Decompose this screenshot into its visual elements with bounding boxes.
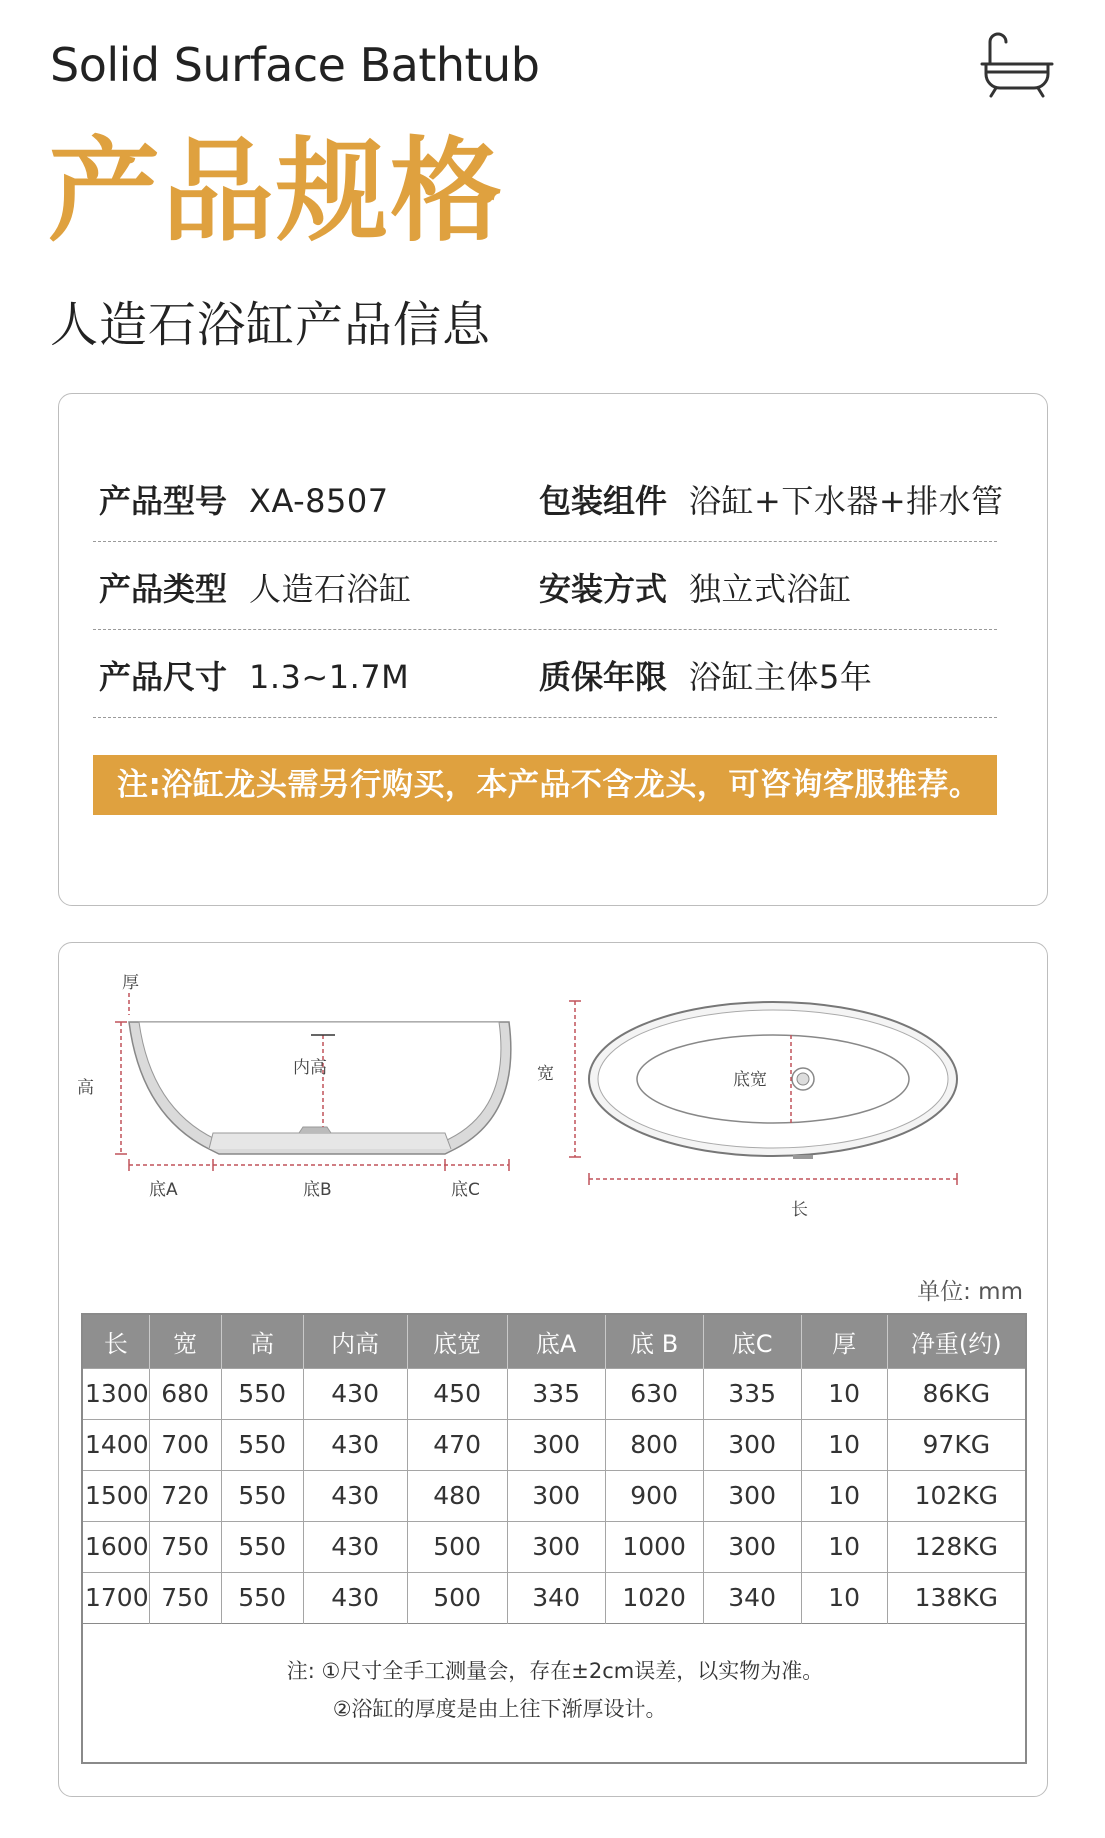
spec-key: 安装方式 [539,570,668,608]
column-header: 长 [82,1314,149,1368]
table-cell: 550 [221,1470,303,1521]
table-note [287,1652,824,1728]
spec-key: 包装组件 [539,482,668,520]
spec-value: 人造石浴缸 [249,570,412,608]
table-cell: 500 [407,1572,507,1623]
table-cell: 630 [605,1368,703,1419]
table-cell: 480 [407,1470,507,1521]
table-row [82,1470,1026,1521]
spec-package [539,476,1004,522]
table-cell: 10 [801,1470,887,1521]
table-cell: 550 [221,1572,303,1623]
table-cell: 450 [407,1368,507,1419]
spec-value: 浴缸主体5年 [689,658,873,696]
table-cell: 700 [149,1419,221,1470]
column-header: 高 [221,1314,303,1368]
table-cell: 1700 [82,1572,149,1623]
spec-row [93,454,1004,542]
table-cell: 300 [703,1521,801,1572]
column-header: 底 B [605,1314,703,1368]
english-title: Solid Surface Bathtub [50,38,540,92]
table-cell: 300 [703,1419,801,1470]
height-label: 高 [77,1078,94,1098]
dimension-table [81,1313,1027,1764]
table-cell: 550 [221,1521,303,1572]
spec-key: 产品尺寸 [99,658,228,696]
subtitle: 人造石浴缸产品信息 [50,297,492,353]
table-cell: 430 [303,1470,407,1521]
base-a-label: 底A [149,1180,178,1200]
column-header: 底宽 [407,1314,507,1368]
side-view-drawing [129,1022,511,1154]
table-cell: 1600 [82,1521,149,1572]
column-header: 底C [703,1314,801,1368]
table-cell: 10 [801,1419,887,1470]
spec-key: 质保年限 [539,658,668,696]
table-cell: 300 [507,1470,605,1521]
table-cell: 430 [303,1572,407,1623]
table-cell: 500 [407,1521,507,1572]
table-cell: 10 [801,1521,887,1572]
table-cell: 1020 [605,1572,703,1623]
spec-value: XA-8507 [249,482,389,520]
table-cell: 750 [149,1521,221,1572]
base-width-label: 底宽 [733,1070,767,1090]
unit-label: 单位: mm [917,1279,1023,1305]
table-cell: 1300 [82,1368,149,1419]
spec-value: 独立式浴缸 [689,570,852,608]
table-header-row [82,1314,1026,1368]
spec-key: 产品型号 [99,482,228,520]
table-cell: 340 [507,1572,605,1623]
table-cell: 10 [801,1368,887,1419]
table-cell: 470 [407,1419,507,1470]
table-row [82,1521,1026,1572]
table-cell: 550 [221,1419,303,1470]
table-cell: 335 [703,1368,801,1419]
table-cell: 430 [303,1368,407,1419]
table-cell: 900 [605,1470,703,1521]
table-row [82,1368,1026,1419]
note-line: 注: ①尺寸全手工测量会，存在±2cm误差，以实物为准。 [286,1658,824,1683]
table-cell: 340 [703,1572,801,1623]
table-row [82,1419,1026,1470]
table-cell: 1400 [82,1419,149,1470]
table-cell: 128KG [887,1521,1026,1572]
table-cell: 300 [507,1419,605,1470]
bathtub-icon [976,30,1058,102]
table-cell: 86KG [887,1368,1026,1419]
spec-row [93,542,997,630]
column-header: 底A [507,1314,605,1368]
bathtub-dimension-diagram [59,943,1049,1293]
spec-install [539,564,852,610]
table-cell: 430 [303,1521,407,1572]
column-header: 厚 [801,1314,887,1368]
table-row [82,1572,1026,1623]
thickness-label: 厚 [122,973,139,993]
table-cell: 550 [221,1368,303,1419]
table-cell: 720 [149,1470,221,1521]
table-cell: 335 [507,1368,605,1419]
table-cell: 1000 [605,1521,703,1572]
table-cell: 300 [507,1521,605,1572]
table-cell: 680 [149,1368,221,1419]
table-note-row [82,1623,1026,1763]
table-cell: 1500 [82,1470,149,1521]
width-label: 宽 [537,1064,554,1084]
spec-size [99,652,409,698]
column-header: 内高 [303,1314,407,1368]
top-view-drawing [589,1002,957,1159]
spec-card [58,393,1048,906]
table-cell: 430 [303,1419,407,1470]
spec-row [93,630,997,718]
table-cell: 750 [149,1572,221,1623]
main-title: 产品规格 [48,127,504,257]
spec-model [99,476,389,522]
base-b-label: 底B [303,1180,332,1200]
spec-warranty [539,652,872,698]
spec-key: 产品类型 [99,570,228,608]
table-cell: 97KG [887,1419,1026,1470]
spec-type [99,564,412,610]
table-cell: 10 [801,1572,887,1623]
dimension-card [58,942,1048,1797]
faucet-note-banner: 注:浴缸龙头需另行购买，本产品不含龙头，可咨询客服推荐。 [93,755,997,815]
column-header: 净重(约) [887,1314,1026,1368]
column-header: 宽 [149,1314,221,1368]
table-cell: 138KG [887,1572,1026,1623]
table-cell: 800 [605,1419,703,1470]
inner-height-label: 内高 [293,1058,327,1078]
length-label: 长 [791,1200,808,1220]
table-cell: 102KG [887,1470,1026,1521]
spec-value: 1.3~1.7M [249,658,410,696]
base-c-label: 底C [451,1180,480,1200]
note-line: ②浴缸的厚度是由上往下渐厚设计。 [332,1696,667,1721]
table-cell: 300 [703,1470,801,1521]
spec-value: 浴缸+下水器+排水管 [689,482,1004,520]
table-note-cell [82,1623,1026,1763]
